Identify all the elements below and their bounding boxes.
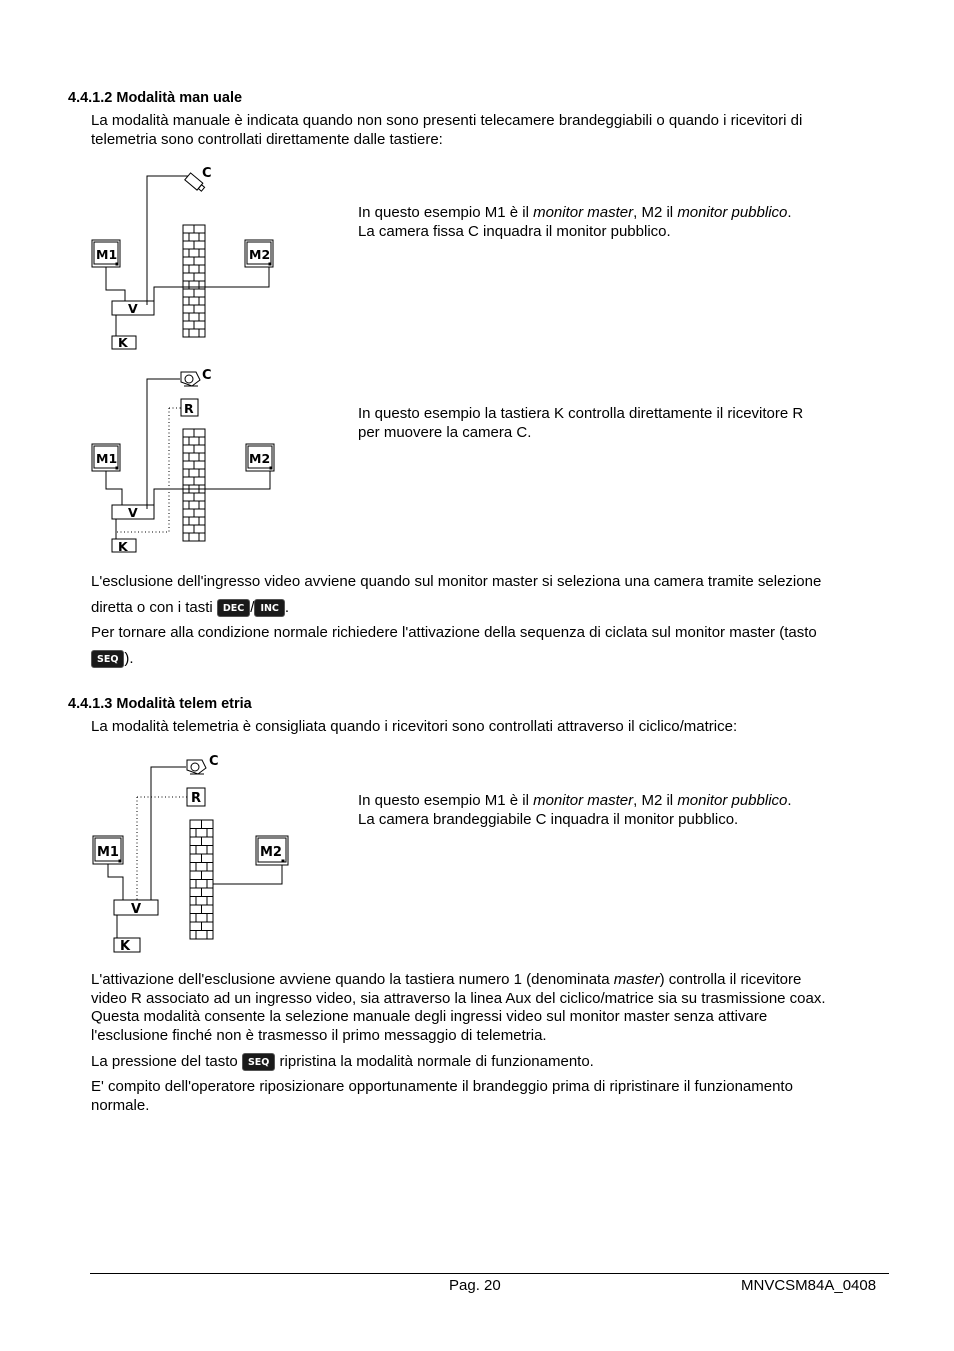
monitor-m2-label: M2 xyxy=(249,451,271,466)
restore-text: La pressione del tasto xyxy=(91,1053,242,1070)
keyboard-label: K xyxy=(118,335,128,350)
exclusion-line2: diretta o con i tasti xyxy=(91,598,217,616)
diagram-manual-receiver xyxy=(88,364,288,559)
camera-cable xyxy=(147,176,188,305)
caption-em-master: monitor master xyxy=(533,792,634,809)
manual-intro-line1: La modalità manuale è indicata quando non sono presenti telecamere brandeggiabili o quando i ricevitori di xyxy=(91,112,803,129)
monitor-m2-label: M2 xyxy=(249,247,271,262)
seq-key-icon: SEQ xyxy=(91,650,124,668)
dec-key-icon: DEC xyxy=(217,599,250,617)
manual-intro xyxy=(91,112,802,149)
m1-cable xyxy=(106,267,125,301)
diagram-telemetry xyxy=(88,750,298,955)
caption-em-public: monitor pubblico xyxy=(677,792,788,809)
exclusion-text: ). xyxy=(124,649,134,667)
wall-icon xyxy=(183,225,205,337)
document-code: MNVCSM84A_0408 xyxy=(741,1277,877,1294)
camera-label: C xyxy=(202,368,212,383)
caption-line2: per muovere la camera C. xyxy=(358,423,532,441)
receiver-label: R xyxy=(191,791,202,806)
section-heading-manual: 4.4.1.2 Modalità man uale xyxy=(68,90,243,106)
wall-icon xyxy=(183,429,205,541)
activation-em-master: master xyxy=(613,971,660,988)
caption-text: , M2 il xyxy=(633,792,678,809)
m2-cable xyxy=(213,865,282,884)
keyboard-label: K xyxy=(118,539,128,554)
m1-cable xyxy=(106,471,122,505)
caption-em-public: monitor pubblico xyxy=(677,204,788,221)
caption-text: . xyxy=(787,204,792,221)
camera-label: C xyxy=(209,754,219,769)
ptz-camera-icon xyxy=(187,760,206,774)
diagram3-caption xyxy=(358,792,792,829)
page-number: Pag. 20 xyxy=(449,1277,501,1294)
caption-text: . xyxy=(787,792,792,809)
manual-intro-line2: telemetria sono controllati direttamente dalle tastiere: xyxy=(91,130,443,148)
caption-line2: La camera brandeggiabile C inquadra il monitor pubblico. xyxy=(358,810,739,828)
operator-line1: E' compito dell'operatore riposizionare opportunamente il brandeggio prima di ripristinare il funzionamento xyxy=(91,1078,793,1095)
seq-key-icon: SEQ xyxy=(242,1053,275,1071)
activation-text: L'attivazione dell'esclusione avviene quando la tastiera numero 1 (denominata xyxy=(91,971,614,988)
camera-cable xyxy=(151,767,186,900)
section-heading-telemetry: 4.4.1.3 Modalità telem etria xyxy=(68,696,252,712)
camera-label: C xyxy=(202,166,212,181)
wall-icon xyxy=(190,820,213,939)
monitor-m1-label: M1 xyxy=(96,451,118,466)
exclusion-line1: L'esclusione dell'ingresso video avviene quando sul monitor master si seleziona una camera tramite selezione xyxy=(91,573,822,590)
restore-text: ripristina la modalità normale di funzionamento. xyxy=(275,1053,594,1070)
video-switcher-label: V xyxy=(131,902,142,917)
caption-text: In questo esempio M1 è il xyxy=(358,792,534,809)
activation-paragraph xyxy=(91,971,826,1045)
m1-cable xyxy=(108,864,123,900)
activation-line4: l'esclusione finché non è trasmesso il primo messaggio di telemetria. xyxy=(91,1026,547,1044)
activation-line3: Questa modalità consente la selezione manuale degli ingressi video sul monitor master senza attivare xyxy=(91,1008,768,1025)
inc-key-icon: INC xyxy=(254,599,284,617)
caption-line1: In questo esempio la tastiera K controlla direttamente il ricevitore R xyxy=(358,405,804,422)
exclusion-line3: Per tornare alla condizione normale richiedere l'attivazione della sequenza di ciclata sul monitor master (tasto xyxy=(91,624,817,641)
caption-text: In questo esempio M1 è il xyxy=(358,204,534,221)
m2-cable xyxy=(154,471,270,512)
m2-cable xyxy=(154,267,269,306)
activation-text: ) controlla il ricevitore xyxy=(659,971,802,988)
diagram2-caption xyxy=(358,405,803,442)
monitor-m2-label: M2 xyxy=(260,845,282,860)
exclusion-text: . xyxy=(284,598,290,616)
diagram-manual-fixed-camera xyxy=(88,160,288,355)
exclusion-paragraph xyxy=(91,569,821,671)
telemetry-intro: La modalità telemetria è consigliata quando i ricevitori sono controllati attraverso il ciclico/matrice: xyxy=(91,718,738,735)
restore-paragraph xyxy=(91,1053,594,1072)
caption-line2: La camera fissa C inquadra il monitor pubblico. xyxy=(358,222,671,240)
monitor-m1-label: M1 xyxy=(97,845,119,860)
footer-rule xyxy=(90,1273,889,1274)
telemetry-link xyxy=(116,408,169,532)
keyboard-label: K xyxy=(120,939,131,954)
caption-text: , M2 il xyxy=(633,204,678,221)
receiver-label: R xyxy=(184,401,194,416)
operator-paragraph xyxy=(91,1078,793,1115)
operator-line2: normale. xyxy=(91,1096,150,1114)
ptz-camera-icon xyxy=(181,372,200,386)
caption-em-master: monitor master xyxy=(533,204,634,221)
activation-line2: video R associato ad un ingresso video, sia attraverso la linea Aux del ciclico/matrice sia su trasmissione coax. xyxy=(91,989,826,1007)
video-switcher-label: V xyxy=(128,505,138,520)
key-separator: / xyxy=(250,598,255,616)
video-switcher-label: V xyxy=(128,301,138,316)
diagram1-caption xyxy=(358,204,792,241)
monitor-m1-label: M1 xyxy=(96,247,118,262)
